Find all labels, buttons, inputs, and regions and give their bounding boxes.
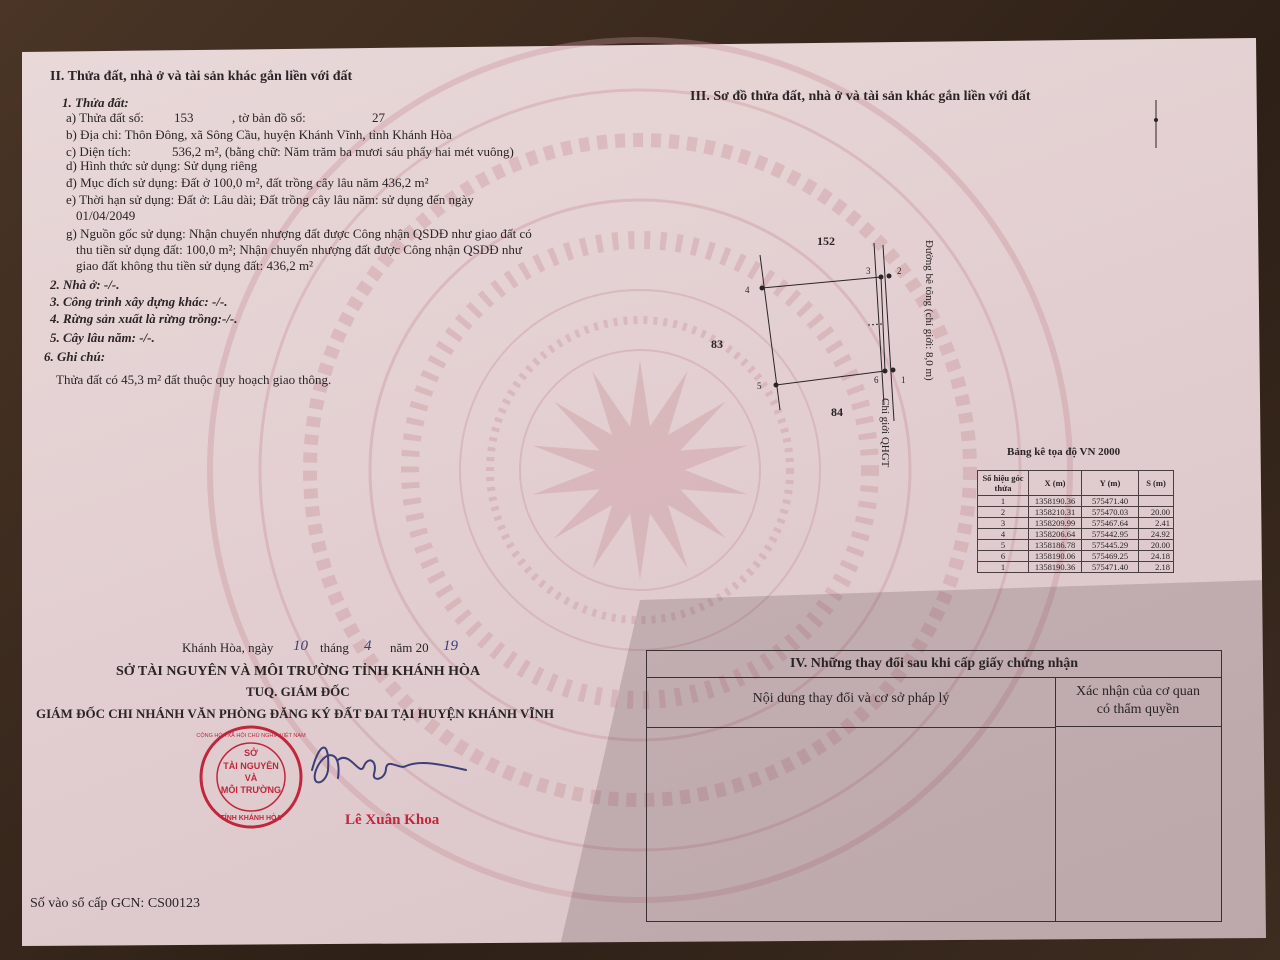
cell-point: 5 [978,540,1029,551]
section-3-title: III. Sơ đồ thửa đất, nhà ở và tài sản khác gắn liền với đất [690,89,1031,104]
cell-x: 1358206.64 [1029,529,1082,540]
notes-heading: 6. Ghi chú: [44,349,106,364]
section-2-title: II. Thửa đất, nhà ở và tài sản khác gắn liền với đất [50,69,353,84]
cell-point: 6 [978,551,1029,562]
origin-line-3: giao đất không thu tiền sử dụng đất: 436,2 m² [76,258,313,273]
cell-y: 575445.29 [1082,540,1139,551]
cell-y: 575471.40 [1082,562,1139,573]
cell-s: 24.92 [1139,529,1174,540]
cell-y: 575471.40 [1082,496,1139,507]
date-month-label: tháng [320,640,349,655]
seal-line-4: MÔI TRƯỜNG [220,785,282,795]
cell-s: 2.41 [1139,518,1174,529]
area-value: 536,2 m², (bằng chữ: Năm trăm ba mươi sáu phẩy hai mét vuông) [172,144,514,159]
cell-y: 575470.03 [1082,507,1139,518]
issuing-agency: SỞ TÀI NGUYÊN VÀ MÔI TRƯỜNG TỈNH KHÁNH HÒA [116,664,481,679]
cell-x: 1358186.78 [1029,540,1082,551]
perennial-item: 5. Cây lâu năm: -/-. [50,330,155,345]
cell-point: 1 [978,562,1029,573]
col-header-confirmation [1055,677,1221,727]
col-header-x: X (m) [1029,471,1082,496]
cell-y: 575442.95 [1082,529,1139,540]
cell-s [1139,496,1174,507]
parcel-diagram [700,225,980,485]
usage-term-date: 01/04/2049 [76,208,136,223]
cell-y: 575469.25 [1082,551,1139,562]
cell-point: 1 [978,496,1029,507]
col-header-corner: Số hiệu góc thửa [978,471,1029,496]
address: b) Địa chỉ: Thôn Đông, xã Sông Cầu, huyện Khánh Vĩnh, tỉnh Khánh Hòa [66,127,452,142]
col-header-s: S (m) [1139,471,1174,496]
seal-line-6: CỘNG HÒA XÃ HỘI CHỦ NGHĨA VIỆT NAM [196,733,306,739]
area-label: c) Diện tích: [66,144,131,159]
proxy-title: TUQ. GIÁM ĐỐC [246,684,350,699]
signer-position: GIÁM ĐỐC CHI NHÁNH VĂN PHÒNG ĐĂNG KÝ ĐẤT ĐAI TẠI HUYỆN KHÁNH VĨNH [36,706,554,721]
table-row [978,529,1174,540]
cell-x: 1358210.31 [1029,507,1082,518]
cell-point: 4 [978,529,1029,540]
date-place: Khánh Hòa, ngày [182,640,274,655]
coord-table-title: Bảng kê tọa độ VN 2000 [1007,446,1121,458]
table-row [978,496,1174,507]
usage-form: d) Hình thức sử dụng: Sử dụng riêng [66,158,258,173]
point-label-1: 1 [901,375,906,385]
point-label-6: 6 [874,375,879,385]
cell-point: 3 [978,518,1029,529]
section-4-title: IV. Những thay đổi sau khi cấp giấy chứng nhận [647,651,1221,678]
table-row [978,551,1174,562]
cell-x: 1358190.36 [1029,562,1082,573]
planning-boundary-label: Chỉ giới QHGT [879,398,891,468]
seal-line-1: SỞ [244,748,258,758]
coordinate-table [977,470,1174,573]
cell-x: 1358190.06 [1029,551,1082,562]
north-arrow-icon [1150,100,1162,150]
changes-table [646,650,1222,922]
cell-x: 1358190.36 [1029,496,1082,507]
usage-term: e) Thời hạn sử dụng: Đất ở: Lâu dài; Đất trồng cây lâu năm: sử dụng đến ngày [66,192,474,207]
neighbor-parcel-bottom: 84 [831,405,843,419]
cell-point: 2 [978,507,1029,518]
registry-number: Số vào sổ cấp GCN: CS00123 [30,896,200,911]
house-item: 2. Nhà ở: -/-. [50,277,120,292]
cell-s: 24.18 [1139,551,1174,562]
origin-line-2: thu tiền sử dụng đất: 100,0 m²; Nhận chuyển nhượng đất được Công nhận QSDĐ như [76,242,522,257]
land-heading: 1. Thửa đất: [62,95,129,110]
point-label-3: 3 [866,266,871,276]
cell-s: 20.00 [1139,540,1174,551]
table-row [978,540,1174,551]
date-month: 4 [364,638,372,654]
signer-name: Lê Xuân Khoa [345,812,440,828]
map-sheet-label: , tờ bản đồ số: [232,110,306,125]
parcel-number: 153 [174,110,194,125]
date-day: 10 [293,638,308,654]
handwritten-signature [290,730,480,800]
date-year: 19 [443,638,458,654]
point-label-2: 2 [897,266,902,276]
parcel-label: a) Thửa đất số: [66,110,144,125]
col-header-confirmation-line-1: Xác nhận của cơ quan [1075,684,1200,699]
date-year-label: năm 20 [390,640,429,655]
point-label-4: 4 [745,285,750,295]
usage-purpose: đ) Mục đích sử dụng: Đất ở 100,0 m², đất trồng cây lâu năm 436,2 m² [66,175,429,190]
construction-item: 3. Công trình xây dựng khác: -/-. [50,294,228,309]
table-row [978,507,1174,518]
table-row [978,562,1174,573]
cell-y: 575467.64 [1082,518,1139,529]
cell-x: 1358209.99 [1029,518,1082,529]
notes-text: Thửa đất có 45,3 m² đất thuộc quy hoạch giao thông. [56,372,332,387]
table-row [978,518,1174,529]
cell-s: 2.18 [1139,562,1174,573]
map-sheet-number: 27 [372,110,385,125]
col-header-confirmation-line-2: có thẩm quyền [1096,702,1180,717]
seal-line-2: TÀI NGUYÊN [223,761,279,771]
col-header-y: Y (m) [1082,471,1139,496]
cell-s: 20.00 [1139,507,1174,518]
neighbor-parcel-left: 83 [711,337,723,351]
road-label: Đường bê tông (chỉ giới: 8,0 m) [923,240,935,381]
origin-line-1: g) Nguồn gốc sử dụng: Nhận chuyển nhượng đất được Công nhận QSDĐ như giao đất có [66,226,532,241]
neighbor-parcel-top: 152 [817,234,835,248]
seal-line-5: TỈNH KHÁNH HÒA [220,815,282,822]
seal-line-3: VÀ [244,773,258,783]
forest-item: 4. Rừng sản xuất là rừng trồng:-/-. [50,311,238,326]
col-header-content: Nội dung thay đổi và cơ sở pháp lý [647,677,1055,728]
point-label-5: 5 [757,381,762,391]
